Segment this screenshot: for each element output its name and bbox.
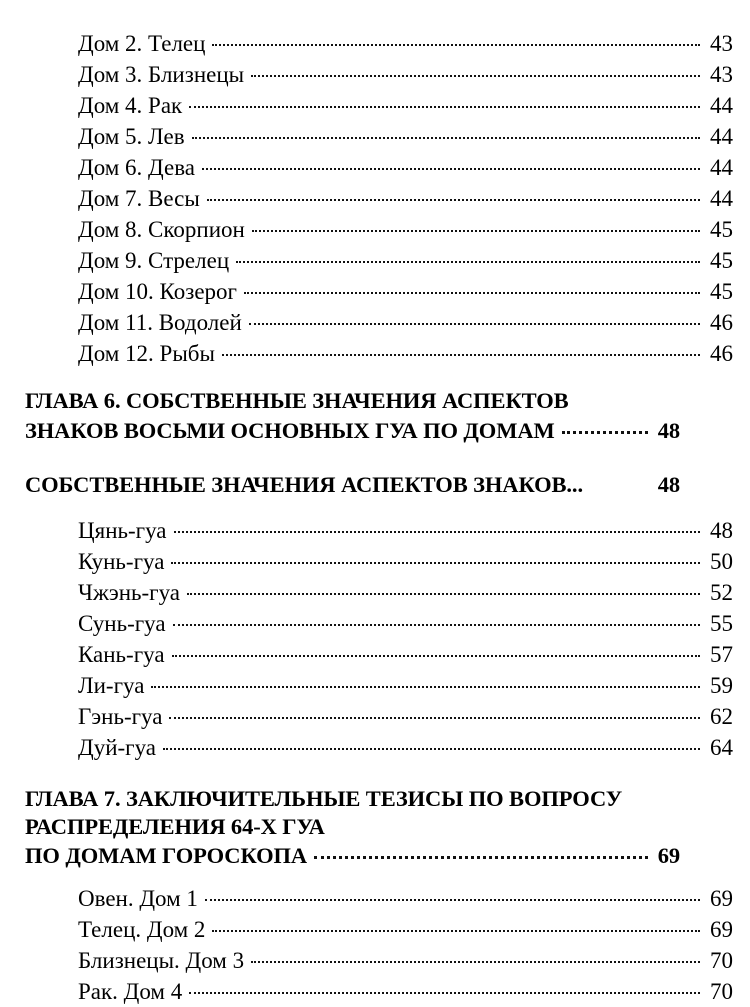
toc-entry[interactable] xyxy=(25,976,733,1007)
toc-entry-page: 69 xyxy=(710,886,733,911)
toc-entry-label: Близнецы. Дом 3 xyxy=(78,948,245,973)
dot-leader xyxy=(251,59,700,82)
toc-heading-page: 48 xyxy=(657,417,680,443)
dot-leader xyxy=(562,415,648,438)
dot-leader xyxy=(205,883,700,906)
toc-entry-label: Дом 3. Близнецы xyxy=(78,62,245,87)
toc-entry-label: Ли-гуа xyxy=(78,672,145,698)
toc-entry[interactable] xyxy=(25,338,733,369)
toc-entry[interactable] xyxy=(25,59,733,90)
dot-leader xyxy=(171,546,700,569)
table-of-contents xyxy=(25,28,733,1007)
toc-entry-label: Гэнь-гуа xyxy=(78,703,163,729)
dot-leader xyxy=(174,515,701,538)
spacer xyxy=(25,870,680,883)
toc-entry[interactable] xyxy=(25,245,733,276)
toc-entry[interactable] xyxy=(25,670,733,701)
toc-heading-line: РАСПРЕДЕЛЕНИЯ 64-Х ГУА xyxy=(25,813,325,839)
toc-entry-page: 44 xyxy=(710,93,733,118)
spacer xyxy=(25,445,680,471)
toc-entry-page: 43 xyxy=(710,31,733,56)
toc-entry-page: 45 xyxy=(710,248,733,273)
dot-leader xyxy=(187,577,700,600)
dot-leader xyxy=(212,28,700,51)
toc-entry-label: Овен. Дом 1 xyxy=(78,886,198,911)
toc-entry-page: 57 xyxy=(710,641,733,667)
toc-entry-label: Дом 5. Лев xyxy=(78,124,185,149)
toc-heading-line: ГЛАВА 6. СОБСТВЕННЫЕ ЗНАЧЕНИЯ АСПЕКТОВ xyxy=(25,388,569,413)
toc-heading-label: ЗНАКОВ ВОСЬМИ ОСНОВНЫХ ГУА ПО ДОМАМ xyxy=(25,417,555,443)
toc-heading-label: ПО ДОМАМ ГОРОСКОПА xyxy=(25,843,308,868)
toc-entry-page: 46 xyxy=(710,310,733,335)
toc-entry-label: Дом 12. Рыбы xyxy=(78,341,215,366)
dot-leader xyxy=(173,608,700,631)
toc-entry[interactable] xyxy=(25,121,733,152)
toc-entry[interactable] xyxy=(25,914,733,945)
toc-entry-page: 70 xyxy=(710,948,733,973)
toc-entry[interactable] xyxy=(25,945,733,976)
spacer xyxy=(25,369,680,387)
toc-heading-line: ГЛАВА 7. ЗАКЛЮЧИТЕЛЬНЫЕ ТЕЗИСЫ ПО ВОПРОСУ xyxy=(25,785,623,811)
toc-entry[interactable] xyxy=(25,152,733,183)
toc-entry[interactable] xyxy=(25,883,733,914)
toc-entry-page: 43 xyxy=(710,62,733,87)
toc-entry-label: Кань-гуа xyxy=(78,641,165,667)
toc-heading-chapter-7[interactable] xyxy=(25,785,680,871)
toc-entry[interactable] xyxy=(25,546,733,577)
dot-leader xyxy=(169,701,700,724)
dot-leader xyxy=(236,245,700,268)
toc-entry-label: Дом 10. Козерог xyxy=(78,279,237,304)
toc-group-houses xyxy=(25,28,733,369)
spacer xyxy=(25,763,680,785)
toc-entry-label: Дом 9. Стрелец xyxy=(78,248,230,273)
toc-entry-label: Дом 6. Дева xyxy=(78,155,195,180)
toc-heading-line xyxy=(25,415,680,445)
toc-entry-label: Дом 4. Рак xyxy=(78,93,183,118)
toc-entry-page: 69 xyxy=(710,917,733,942)
toc-entry-page: 45 xyxy=(710,217,733,242)
toc-entry[interactable] xyxy=(25,90,733,121)
toc-entry-label: Сунь-гуа xyxy=(78,610,166,636)
dot-leader xyxy=(314,841,648,864)
dot-leader xyxy=(251,945,700,968)
toc-entry-page: 48 xyxy=(710,517,733,543)
toc-entry-label: Дом 2. Телец xyxy=(78,31,206,56)
dot-leader xyxy=(222,338,700,361)
toc-entry[interactable] xyxy=(25,639,733,670)
dot-leader xyxy=(192,121,700,144)
toc-entry-page: 64 xyxy=(710,734,733,760)
toc-entry[interactable] xyxy=(25,515,733,546)
toc-subheading-label: СОБСТВЕННЫЕ ЗНАЧЕНИЯ АСПЕКТОВ ЗНАКОВ... xyxy=(25,471,583,497)
toc-entry-label: Дом 8. Скорпион xyxy=(78,217,245,242)
toc-entry[interactable] xyxy=(25,183,733,214)
toc-entry-page: 46 xyxy=(710,341,733,366)
toc-heading-page: 69 xyxy=(657,843,680,868)
dot-leader xyxy=(212,914,700,937)
toc-entry[interactable] xyxy=(25,701,733,732)
dot-leader xyxy=(189,976,700,999)
toc-entry[interactable] xyxy=(25,276,733,307)
toc-heading-chapter-6[interactable] xyxy=(25,387,680,445)
toc-entry-page: 50 xyxy=(710,548,733,574)
toc-subheading-page: 48 xyxy=(657,471,680,497)
toc-entry-page: 44 xyxy=(710,155,733,180)
toc-entry-page: 44 xyxy=(710,186,733,211)
toc-entry[interactable] xyxy=(25,577,733,608)
toc-entry-label: Рак. Дом 4 xyxy=(78,979,183,1004)
toc-group-gua xyxy=(25,515,733,763)
dot-leader xyxy=(207,183,700,206)
toc-entry[interactable] xyxy=(25,732,733,763)
dot-leader xyxy=(151,670,700,693)
spacer xyxy=(25,499,680,515)
toc-entry-page: 44 xyxy=(710,124,733,149)
toc-entry-label: Дуй-гуа xyxy=(78,734,156,760)
dot-leader xyxy=(189,90,700,113)
toc-heading-line xyxy=(25,841,680,871)
toc-entry[interactable] xyxy=(25,307,733,338)
dot-leader xyxy=(202,152,700,175)
toc-group-signs xyxy=(25,883,733,1007)
toc-entry[interactable] xyxy=(25,28,733,59)
dot-leader xyxy=(163,732,700,755)
dot-leader xyxy=(172,639,700,662)
dot-leader xyxy=(252,214,700,237)
toc-entry-label: Дом 7. Весы xyxy=(78,186,200,211)
toc-entry-page: 70 xyxy=(710,979,733,1004)
toc-entry[interactable] xyxy=(25,214,733,245)
dot-leader xyxy=(244,276,700,299)
toc-entry-label: Кунь-гуа xyxy=(78,548,165,574)
dot-leader xyxy=(249,307,700,330)
toc-entry-label: Дом 11. Водолей xyxy=(78,310,242,335)
toc-entry-label: Цянь-гуа xyxy=(78,517,167,543)
toc-entry-page: 45 xyxy=(710,279,733,304)
toc-entry-page: 52 xyxy=(710,579,733,605)
toc-subheading[interactable] xyxy=(25,471,680,499)
toc-entry[interactable] xyxy=(25,608,733,639)
toc-entry-label: Телец. Дом 2 xyxy=(78,917,206,942)
toc-entry-page: 59 xyxy=(710,672,733,698)
toc-entry-page: 62 xyxy=(710,703,733,729)
toc-entry-label: Чжэнь-гуа xyxy=(78,579,181,605)
toc-entry-page: 55 xyxy=(710,610,733,636)
